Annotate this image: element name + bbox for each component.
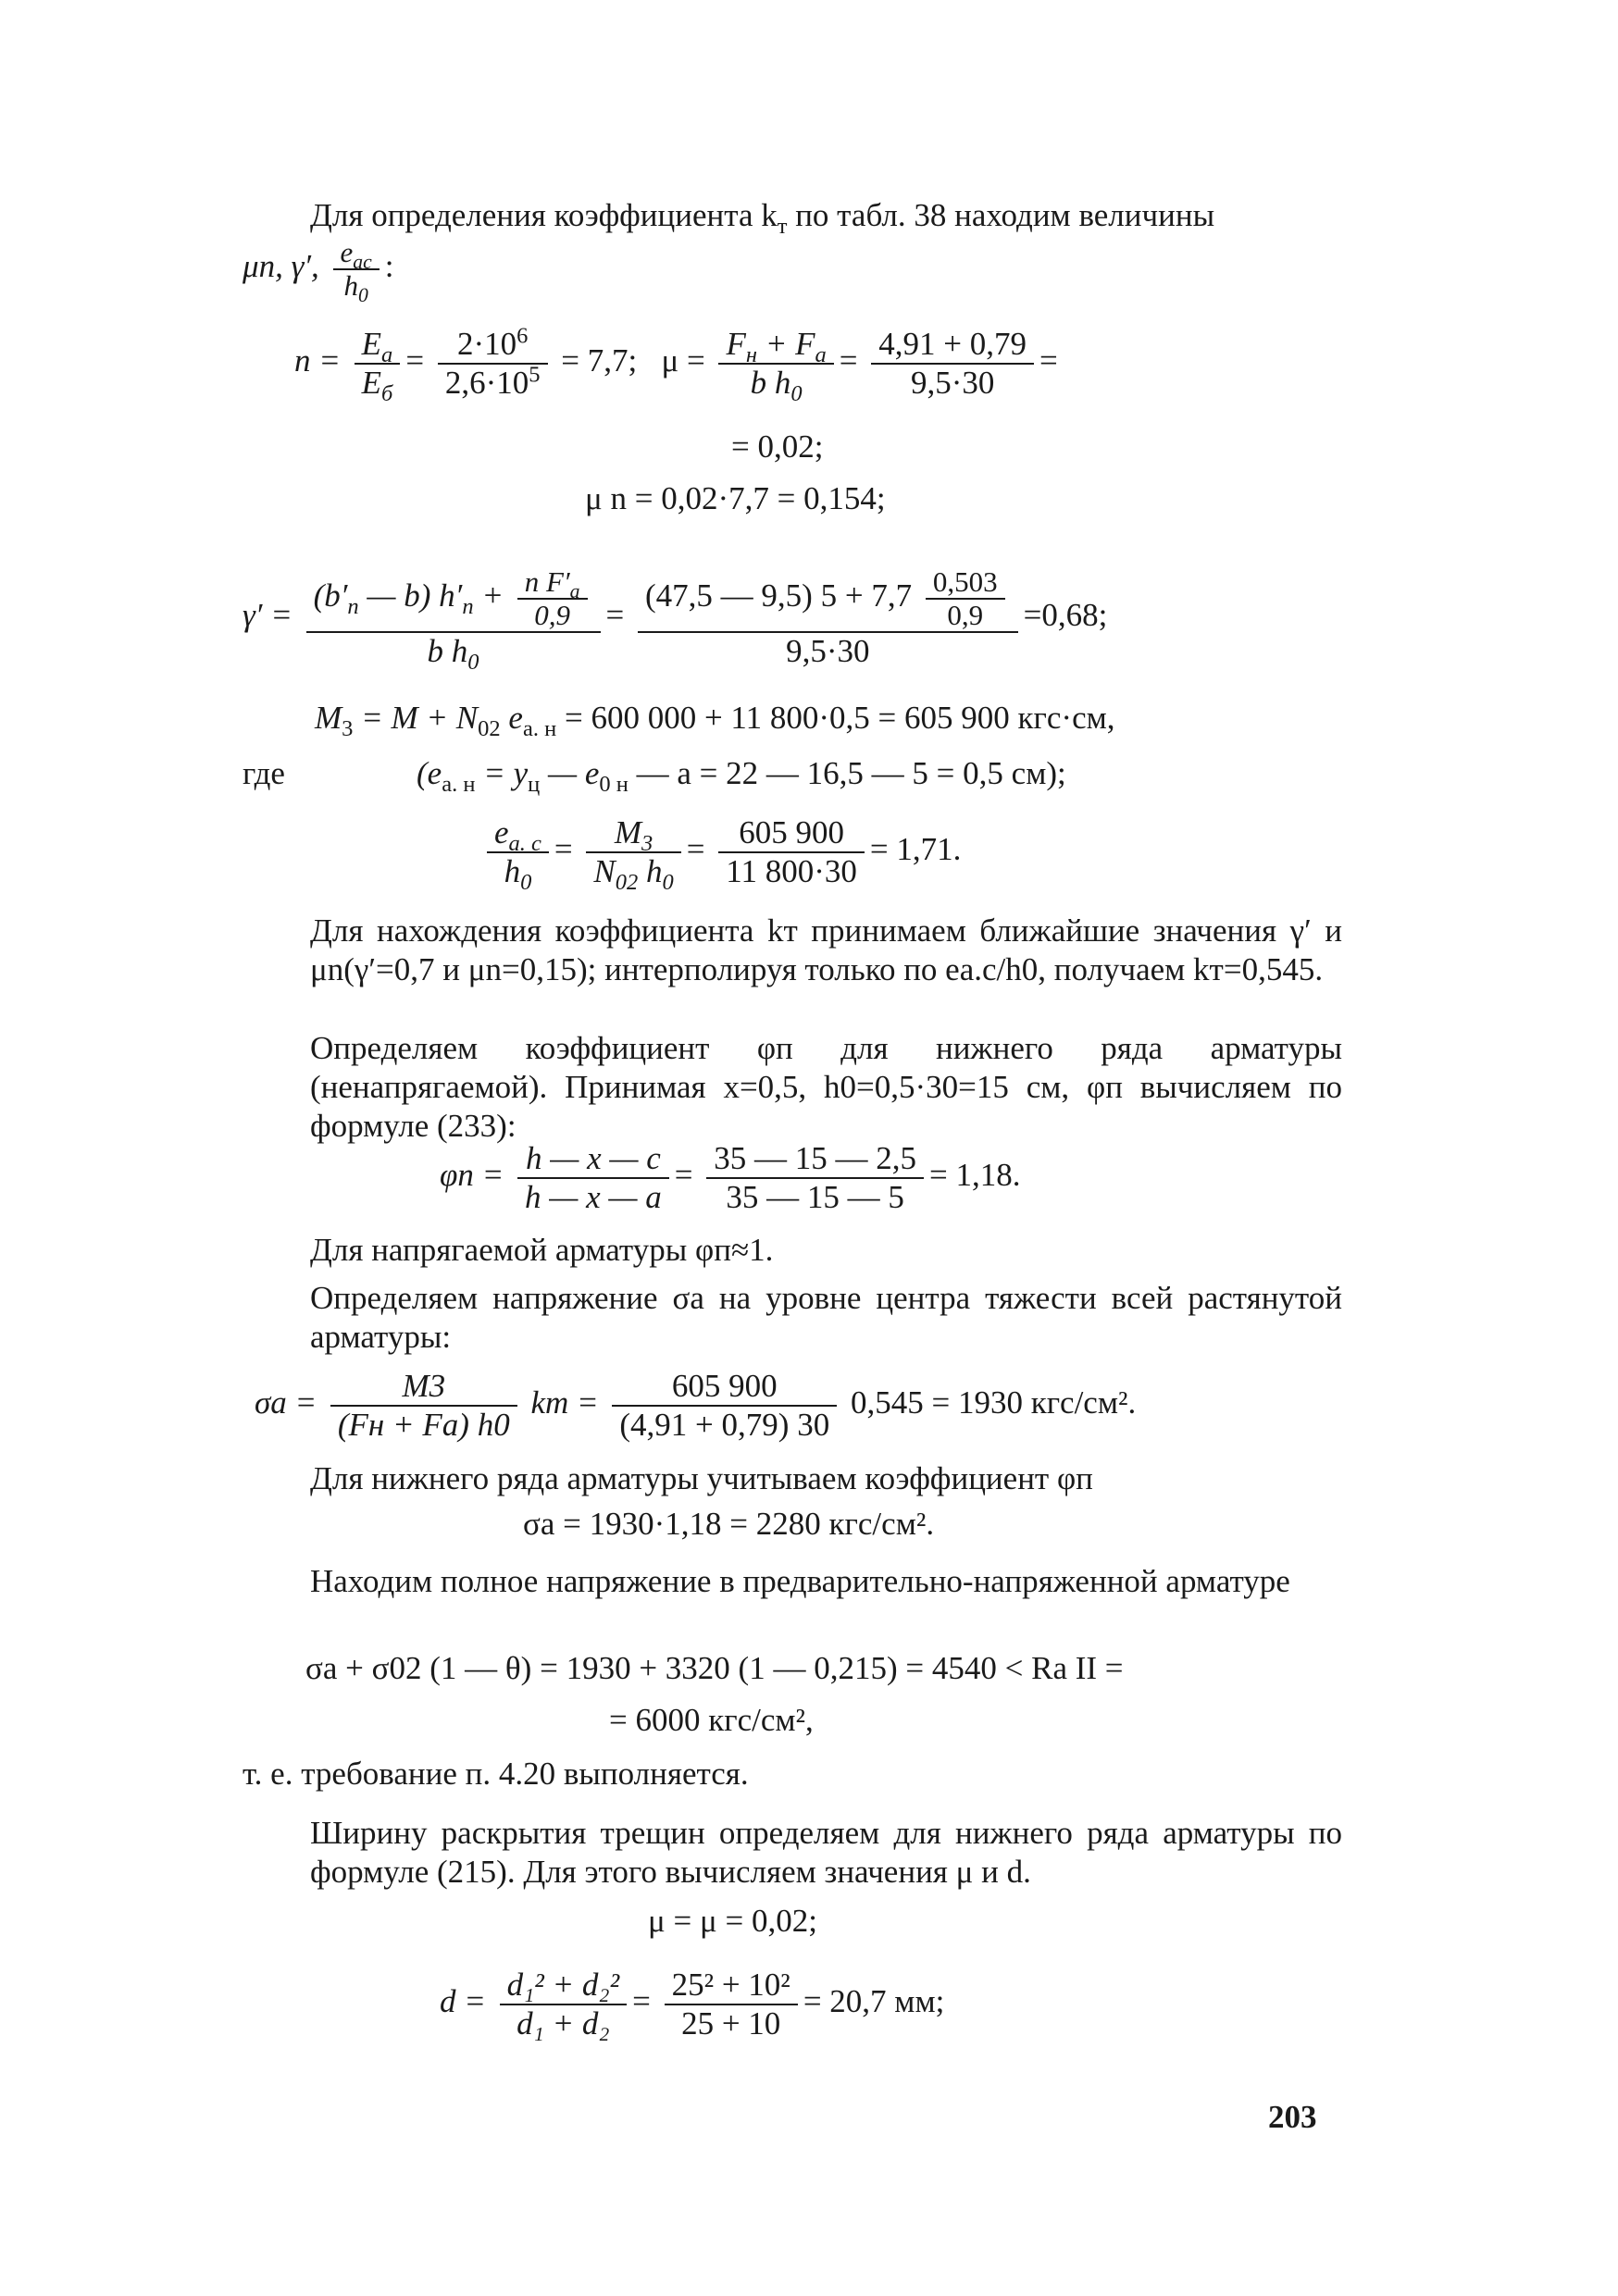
eq-mu-cont: = 0,02; xyxy=(731,428,824,465)
eq-m3: $M_3 = M + N_{02}$ $e_{a. н} = 600$ 000 + 11 800·0,5 = 605 900 кгс·см, xyxy=(315,700,1115,741)
eq-d: d = $\frac{\text{d₁² + d₂²}}{\text{d₁ + d₂}}$ = $\frac{\text{25² + 10²}}{25 + 10}$ = 20,7 мм; xyxy=(440,1967,945,2042)
eac-h0-fraction: $\frac{e_{ac}}{h_0}$ xyxy=(333,237,380,302)
eq-n-mu: n = $\frac{E_a}{E_б}$ = $\frac{2\cdot 10^6}{2,6\cdot 10^5}$ = 7,7; μ = $\frac{F_н + F_a}{b h_0}$ = $\frac{4,91 + 0,79}{9,5\cdot 30}$ = xyxy=(294,323,1058,406)
eq-gamma: γ′ = ($b'_п$ — b) $h'_п$ + $\frac{n F'_a}{0,9}$ b $h_0$ = (47,5 — 9,5) 5 + 7,7 $\frac{0,503}{0,9}$ 9,5·30 =0,68; xyxy=(243,565,1108,675)
p1-line1: Для определения коэффициента $k_т$ по табл. 38 находим величины xyxy=(310,197,1215,239)
paragraph-2: Для нахождения коэффициента kт принимаем ближайшие значения γ′ и μn(γ′=0,7 и μn=0,15); интерполируя только по ea.c/h0, получаем kт=0,545. xyxy=(310,912,1342,987)
where-expr: ($e_{a. н} = y_ц$ — $e_{0 н}$ — a = 22 — 16,5 — 5 = 0,5 см); xyxy=(417,755,1066,797)
p1-line2: μn, γ′, $\frac{e_{ac}}{h_0}$ : xyxy=(243,236,394,307)
eq-sigma2: σa = 1930·1,18 = 2280 кгс/см². xyxy=(523,1506,935,1542)
eq-total1: σa + σ02 (1 — θ) = 1930 + 3320 (1 — 0,215) = 4540 < Ra II = xyxy=(305,1650,1124,1686)
eq-mun: μ n = 0,02·7,7 = 0,154; xyxy=(585,480,886,516)
page-number: 203 xyxy=(1268,2099,1317,2135)
paragraph-6: Для нижнего ряда арматуры учитываем коэффициент φп xyxy=(310,1460,1093,1496)
paragraph-9: Ширину раскрытия трещин определяем для нижнего ряда арматуры по формуле (215). Для этого вычисляем значения μ и d. xyxy=(310,1815,1342,1890)
paragraph-7: Находим полное напряжение в предварительно-напряженной арматуре xyxy=(310,1563,1290,1599)
eq-phi: φп = $\frac{h — x — c}{h — x — a}$ = $\frac{35 — 15 — 2,5}{35 — 15 — 5}$ = 1,18. xyxy=(440,1140,1021,1215)
eq-sigma: σa = $\frac{M3}{(Fн + Fa) h0}$ kт = $\frac{605 900}{(4,91 + 0,79) 30}$ 0,545 = 1930 кгс/см². xyxy=(255,1368,1137,1443)
eq-eac: $\frac{e_{a. c}}{h_0}$ = $\frac{M_3}{N_{02} h_0}$ = $\frac{605 900}{11 800\cdot 30}$ = 1,71. xyxy=(481,814,961,890)
where-word: где xyxy=(243,755,285,791)
paragraph-8: т. е. требование п. 4.20 выполняется. xyxy=(243,1756,749,1792)
paragraph-5: Определяем напряжение σa на уровне центра тяжести всей растянутой арматуры: xyxy=(310,1280,1342,1355)
paragraph-3: Определяем коэффициент φп для нижнего ряда арматуры (ненапрягаемой). Принимая x=0,5, h0=0,5·30=15 см, φп вычисляем по формуле (233): xyxy=(310,1030,1342,1144)
eq-mubar: μ = μ = 0,02; xyxy=(648,1903,817,1939)
eq-total2: = 6000 кгс/см², xyxy=(609,1702,814,1738)
paragraph-4: Для напрягаемой арматуры φп≈1. xyxy=(310,1232,774,1268)
